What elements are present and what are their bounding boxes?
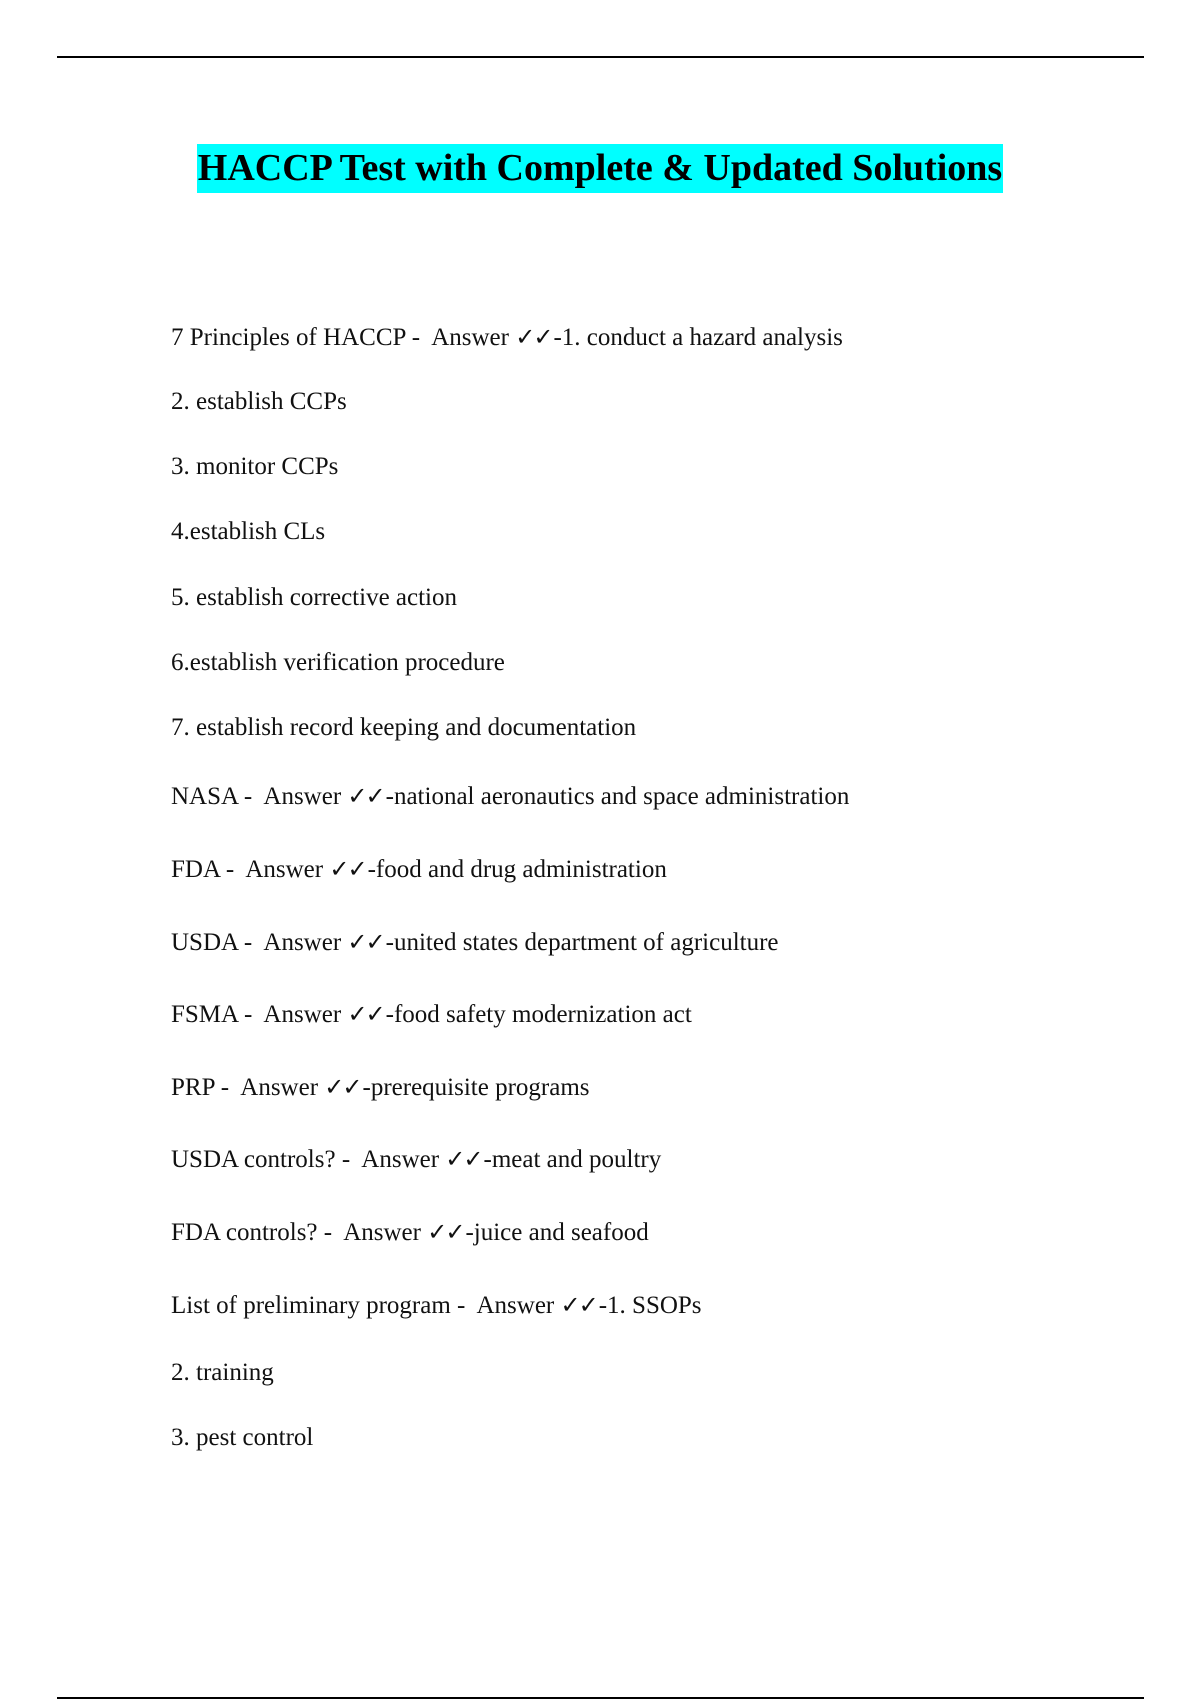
question-text: FDA - [171,856,246,883]
question-text: NASA - [171,783,264,810]
check-icon: ✓✓ [347,782,384,810]
answer-label: Answer [263,1001,348,1028]
check-icon: ✓✓ [347,928,384,956]
answer-text: -united states department of agriculture [385,929,779,956]
answer-text: -1. SSOPs [598,1292,702,1319]
question-text: PRP - [171,1074,241,1101]
answer-text: -national aeronautics and space administration [385,783,850,810]
check-icon: ✓✓ [445,1145,482,1173]
document-title: HACCP Test with Complete & Updated Solutions [197,144,1003,193]
line-text: 3. pest control [171,1424,314,1451]
line-text: 2. establish CCPs [171,388,347,415]
question-text: USDA controls? - [171,1146,362,1173]
check-icon: ✓✓ [329,855,366,883]
answer-label: Answer [240,1074,325,1101]
question-text: 7 Principles of HACCP - [171,324,432,351]
line-text: 2. training [171,1359,274,1386]
title-container [0,144,1200,193]
bottom-rule [57,1697,1144,1699]
answer-text: -food and drug administration [367,856,667,883]
check-icon: ✓✓ [324,1073,361,1101]
line-text: 3. monitor CCPs [171,453,339,480]
answer-label: Answer [245,856,330,883]
answer-label: Answer [476,1292,561,1319]
question-text: FSMA - [171,1001,264,1028]
question-text: FDA controls? - [171,1219,344,1246]
line-text: 5. establish corrective action [171,584,457,611]
check-icon: ✓✓ [560,1291,597,1319]
answer-text: -juice and seafood [465,1219,649,1246]
answer-text: -food safety modernization act [385,1001,692,1028]
question-text: List of preliminary program - [171,1292,477,1319]
check-icon: ✓✓ [515,323,552,351]
answer-text: -meat and poultry [483,1146,662,1173]
answer-text: -1. conduct a hazard analysis [553,324,843,351]
text-line [146,1393,313,1483]
check-icon: ✓✓ [427,1218,464,1246]
answer-label: Answer [263,929,348,956]
answer-label: Answer [263,783,348,810]
line-text: 4.establish CLs [171,518,326,545]
question-text: USDA - [171,929,264,956]
line-text: 6.establish verification procedure [171,649,505,676]
answer-label: Answer [343,1219,428,1246]
check-icon: ✓✓ [347,1000,384,1028]
answer-label: Answer [361,1146,446,1173]
answer-text: -prerequisite programs [362,1074,590,1101]
line-text: 7. establish record keeping and documentation [171,714,637,741]
answer-label: Answer [431,324,516,351]
top-rule [57,56,1144,58]
